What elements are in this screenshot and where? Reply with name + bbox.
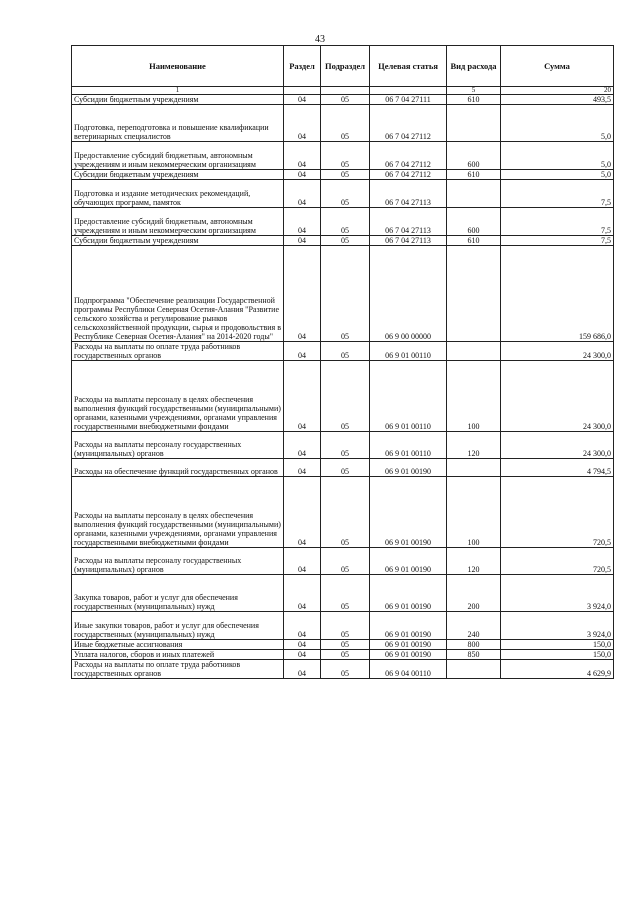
- row-name-cell: Иные закупки товаров, работ и услуг для обеспечения государственных (муниципальных) нужд: [72, 612, 284, 640]
- table-row: [72, 575, 614, 612]
- row-name-cell: Расходы на выплаты персоналу государственных (муниципальных) органов: [72, 548, 284, 575]
- row-amount-cell: 159 686,0: [501, 246, 614, 342]
- table-row: [72, 660, 614, 679]
- row-target-item-cell: 06 9 01 00190: [370, 575, 447, 612]
- table-row: [72, 477, 614, 548]
- row-section-cell: 04: [284, 612, 321, 640]
- table-row: [72, 208, 614, 236]
- row-section-cell: 04: [284, 477, 321, 548]
- row-subsection-cell: 05: [321, 640, 370, 650]
- row-section-cell: 04: [284, 142, 321, 170]
- row-amount-cell: 150,0: [501, 650, 614, 660]
- index-cell-name: 1: [72, 87, 284, 95]
- row-target-item-cell: 06 9 01 00110: [370, 432, 447, 459]
- row-subsection-cell: 05: [321, 650, 370, 660]
- row-target-item-cell: 06 7 04 27111: [370, 95, 447, 105]
- table-row: [72, 650, 614, 660]
- row-subsection-cell: 05: [321, 236, 370, 246]
- row-target-item-cell: 06 9 01 00190: [370, 548, 447, 575]
- row-name-cell: Подготовка и издание методических рекомендаций, обучающих программ, памяток: [72, 180, 284, 208]
- table-row: [72, 95, 614, 105]
- row-expense-type-cell: 850: [447, 650, 501, 660]
- row-section-cell: 04: [284, 246, 321, 342]
- row-section-cell: 04: [284, 548, 321, 575]
- row-subsection-cell: 05: [321, 459, 370, 477]
- row-name-cell: Подготовка, переподготовка и повышение квалификации ветеринарных специалистов: [72, 105, 284, 142]
- table-row: [72, 548, 614, 575]
- column-header-amount: Сумма: [501, 46, 614, 87]
- row-amount-cell: 5,0: [501, 105, 614, 142]
- index-cell-target-item: [370, 87, 447, 95]
- row-expense-type-cell: [447, 342, 501, 361]
- row-target-item-cell: 06 9 01 00190: [370, 459, 447, 477]
- budget-table: [71, 45, 614, 679]
- row-expense-type-cell: [447, 459, 501, 477]
- row-expense-type-cell: 610: [447, 236, 501, 246]
- row-section-cell: 04: [284, 180, 321, 208]
- row-target-item-cell: 06 9 01 00190: [370, 650, 447, 660]
- row-target-item-cell: 06 9 01 00110: [370, 361, 447, 432]
- row-section-cell: 04: [284, 575, 321, 612]
- row-section-cell: 04: [284, 208, 321, 236]
- row-name-cell: Иные бюджетные ассигнования: [72, 640, 284, 650]
- row-name-cell: Расходы на выплаты по оплате труда работников государственных органов: [72, 342, 284, 361]
- row-name-cell: Расходы на обеспечение функций государственных органов: [72, 459, 284, 477]
- table-row: [72, 236, 614, 246]
- row-name-cell: Подпрограмма "Обеспечение реализации Государственной программы Республики Северная Осетия-Алания "Развитие сельского хозяйства и регулирование рынков сельскохозяйственной продукции, сырья и продовольствия в Республике Северная Осетия-Алания" на 2014-2020 годы": [72, 246, 284, 342]
- column-header-section: Раздел: [284, 46, 321, 87]
- row-amount-cell: 150,0: [501, 640, 614, 650]
- row-target-item-cell: 06 7 04 27112: [370, 170, 447, 180]
- row-section-cell: 04: [284, 342, 321, 361]
- row-name-cell: Субсидии бюджетным учреждениям: [72, 95, 284, 105]
- row-subsection-cell: 05: [321, 612, 370, 640]
- table-row: [72, 105, 614, 142]
- row-subsection-cell: 05: [321, 180, 370, 208]
- row-subsection-cell: 05: [321, 342, 370, 361]
- table-row: [72, 459, 614, 477]
- row-section-cell: 04: [284, 236, 321, 246]
- row-expense-type-cell: [447, 660, 501, 679]
- table-row: [72, 342, 614, 361]
- row-amount-cell: 24 300,0: [501, 361, 614, 432]
- table-row: [72, 640, 614, 650]
- row-subsection-cell: 05: [321, 660, 370, 679]
- row-name-cell: Предоставление субсидий бюджетным, автономным учреждениям и иным некоммерческим организациям: [72, 142, 284, 170]
- row-expense-type-cell: [447, 180, 501, 208]
- row-target-item-cell: 06 9 01 00190: [370, 612, 447, 640]
- row-subsection-cell: 05: [321, 208, 370, 236]
- row-target-item-cell: 06 9 04 00110: [370, 660, 447, 679]
- row-expense-type-cell: 120: [447, 548, 501, 575]
- row-amount-cell: 720,5: [501, 548, 614, 575]
- row-expense-type-cell: 200: [447, 575, 501, 612]
- row-amount-cell: 5,0: [501, 142, 614, 170]
- index-cell-amount: 20: [501, 87, 614, 95]
- row-subsection-cell: 05: [321, 246, 370, 342]
- row-target-item-cell: 06 7 04 27113: [370, 236, 447, 246]
- index-cell-subsection: [321, 87, 370, 95]
- row-expense-type-cell: 600: [447, 208, 501, 236]
- row-expense-type-cell: 100: [447, 477, 501, 548]
- row-amount-cell: 24 300,0: [501, 342, 614, 361]
- row-subsection-cell: 05: [321, 95, 370, 105]
- column-header-target-item: Целевая статья: [370, 46, 447, 87]
- row-name-cell: Субсидии бюджетным учреждениям: [72, 236, 284, 246]
- row-subsection-cell: 05: [321, 142, 370, 170]
- table-row: [72, 612, 614, 640]
- table-row: [72, 361, 614, 432]
- row-target-item-cell: 06 7 04 27112: [370, 142, 447, 170]
- row-subsection-cell: 05: [321, 477, 370, 548]
- row-subsection-cell: 05: [321, 432, 370, 459]
- index-cell-expense-type: 5: [447, 87, 501, 95]
- row-target-item-cell: 06 7 04 27112: [370, 105, 447, 142]
- row-expense-type-cell: 120: [447, 432, 501, 459]
- table-row: [72, 180, 614, 208]
- table-row: [72, 432, 614, 459]
- column-header-name: Наименование: [72, 46, 284, 87]
- row-target-item-cell: 06 7 04 27113: [370, 180, 447, 208]
- row-section-cell: 04: [284, 432, 321, 459]
- row-section-cell: 04: [284, 660, 321, 679]
- row-amount-cell: 4 629,9: [501, 660, 614, 679]
- row-expense-type-cell: 610: [447, 95, 501, 105]
- row-expense-type-cell: 240: [447, 612, 501, 640]
- row-target-item-cell: 06 9 00 00000: [370, 246, 447, 342]
- row-amount-cell: 7,5: [501, 236, 614, 246]
- row-name-cell: Расходы на выплаты по оплате труда работников государственных органов: [72, 660, 284, 679]
- row-target-item-cell: 06 9 01 00190: [370, 477, 447, 548]
- row-expense-type-cell: 800: [447, 640, 501, 650]
- row-section-cell: 04: [284, 361, 321, 432]
- row-amount-cell: 493,5: [501, 95, 614, 105]
- row-name-cell: Расходы на выплаты персоналу в целях обеспечения выполнения функций государственными (муниципальными) органами, казенными учреждениями, органами управления государственными внебюджетными фондами: [72, 361, 284, 432]
- row-name-cell: Расходы на выплаты персоналу в целях обеспечения выполнения функций государственными (муниципальными) органами, казенными учреждениями, органами управления государственными внебюджетными фондами: [72, 477, 284, 548]
- row-section-cell: 04: [284, 650, 321, 660]
- column-index-row: [72, 87, 614, 95]
- row-subsection-cell: 05: [321, 361, 370, 432]
- table-row: [72, 246, 614, 342]
- column-header-subsection: Подраздел: [321, 46, 370, 87]
- row-amount-cell: 7,5: [501, 208, 614, 236]
- table-header-row: [72, 46, 614, 87]
- row-amount-cell: 24 300,0: [501, 432, 614, 459]
- row-section-cell: 04: [284, 95, 321, 105]
- row-name-cell: Закупка товаров, работ и услуг для обеспечения государственных (муниципальных) нужд: [72, 575, 284, 612]
- row-section-cell: 04: [284, 105, 321, 142]
- row-target-item-cell: 06 9 01 00190: [370, 640, 447, 650]
- row-amount-cell: 4 794,5: [501, 459, 614, 477]
- row-subsection-cell: 05: [321, 105, 370, 142]
- row-expense-type-cell: [447, 105, 501, 142]
- row-expense-type-cell: 610: [447, 170, 501, 180]
- row-expense-type-cell: 600: [447, 142, 501, 170]
- row-amount-cell: 3 924,0: [501, 612, 614, 640]
- row-target-item-cell: 06 7 04 27113: [370, 208, 447, 236]
- row-section-cell: 04: [284, 170, 321, 180]
- row-amount-cell: 7,5: [501, 180, 614, 208]
- table-row: [72, 170, 614, 180]
- row-section-cell: 04: [284, 640, 321, 650]
- row-section-cell: 04: [284, 459, 321, 477]
- row-name-cell: Предоставление субсидий бюджетным, автономным учреждениям и иным некоммерческим организациям: [72, 208, 284, 236]
- row-name-cell: Субсидии бюджетным учреждениям: [72, 170, 284, 180]
- column-header-expense-type: Вид расхода: [447, 46, 501, 87]
- row-target-item-cell: 06 9 01 00110: [370, 342, 447, 361]
- row-expense-type-cell: 100: [447, 361, 501, 432]
- row-name-cell: Расходы на выплаты персоналу государственных (муниципальных) органов: [72, 432, 284, 459]
- row-amount-cell: 5,0: [501, 170, 614, 180]
- page-number: 43: [315, 34, 325, 45]
- index-cell-section: [284, 87, 321, 95]
- row-subsection-cell: 05: [321, 575, 370, 612]
- row-name-cell: Уплата налогов, сборов и иных платежей: [72, 650, 284, 660]
- table-row: [72, 142, 614, 170]
- row-subsection-cell: 05: [321, 548, 370, 575]
- row-amount-cell: 720,5: [501, 477, 614, 548]
- row-subsection-cell: 05: [321, 170, 370, 180]
- row-expense-type-cell: [447, 246, 501, 342]
- row-amount-cell: 3 924,0: [501, 575, 614, 612]
